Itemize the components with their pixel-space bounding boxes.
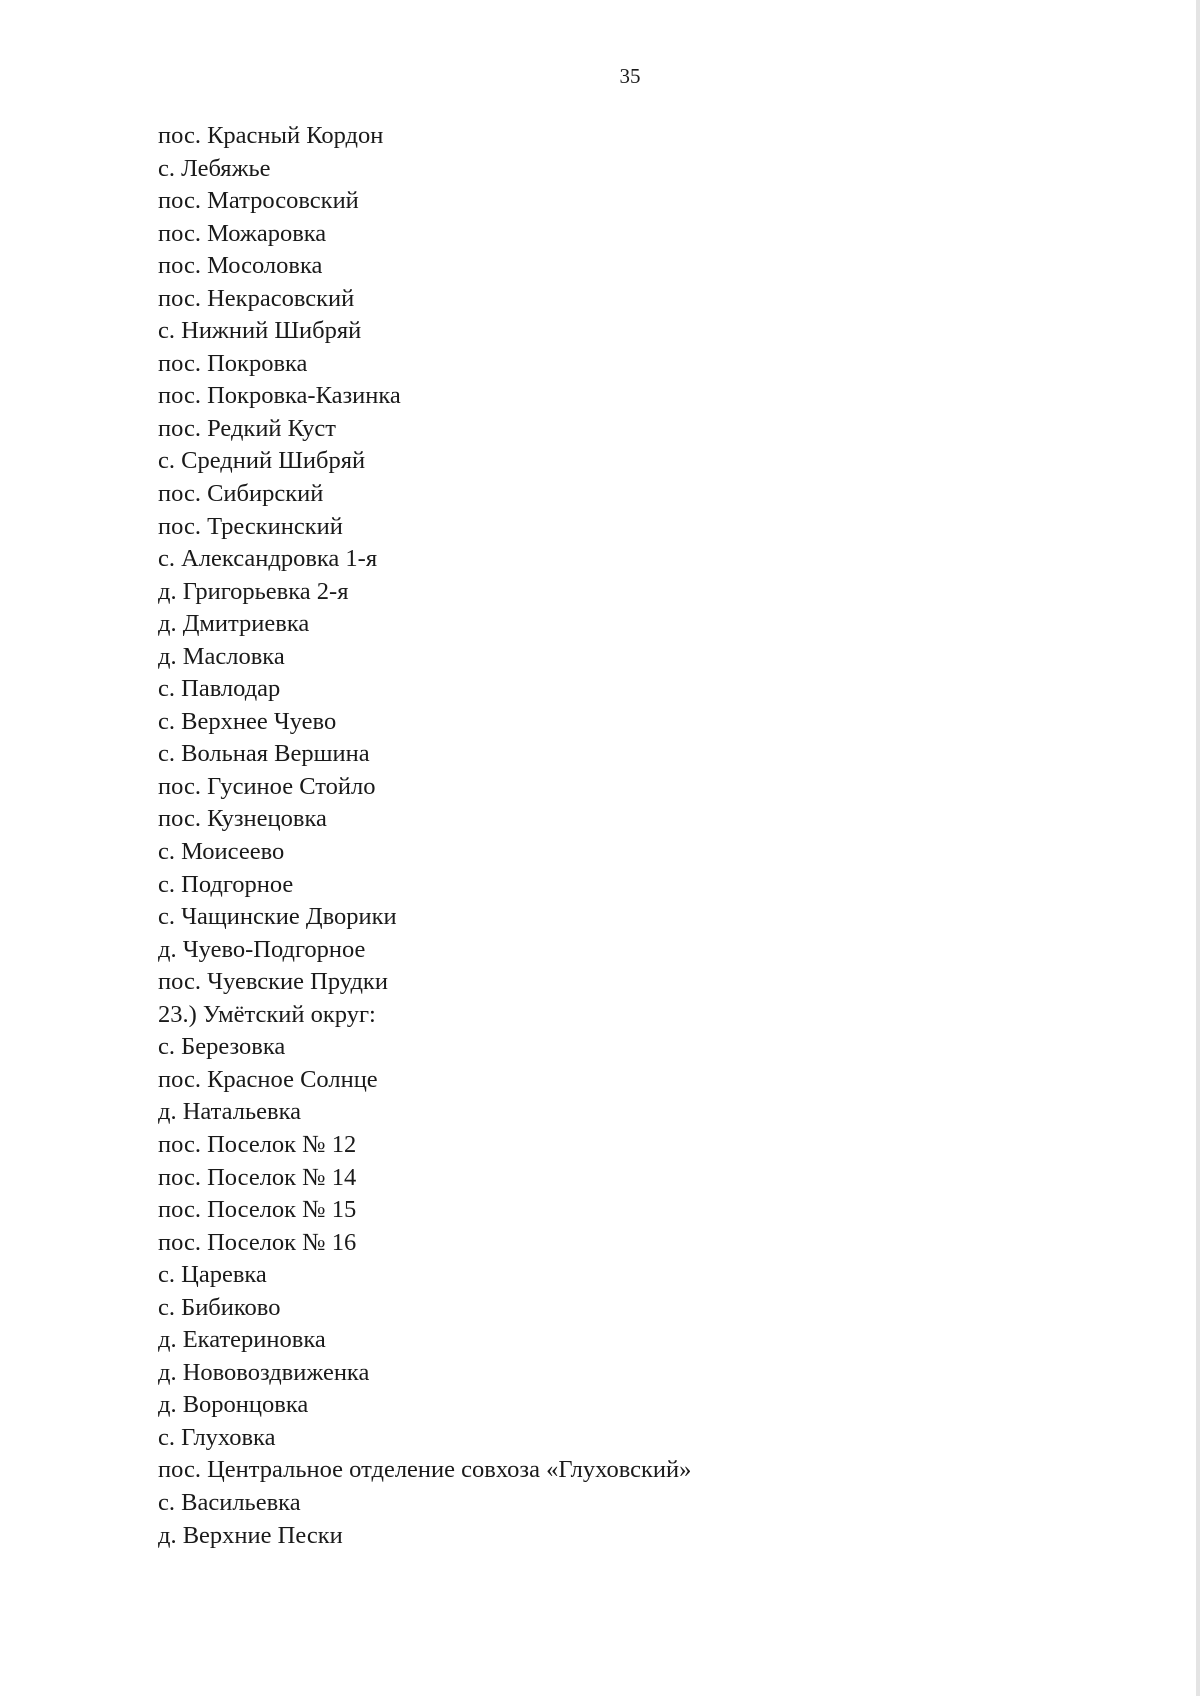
page-number: 35	[619, 64, 641, 88]
list-item: с. Моисеево	[158, 838, 285, 866]
list-item: с. Березовка	[158, 1033, 286, 1061]
list-item: пос. Красный Кордон	[158, 122, 384, 149]
scan-edge	[1196, 0, 1200, 1696]
list-item: пос. Покровка	[158, 349, 308, 377]
list-item: с. Васильевка	[158, 1488, 301, 1516]
list-item: д. Нововоздвиженка	[158, 1358, 370, 1386]
list-item: с. Глуховка	[158, 1423, 276, 1451]
list-item: с. Нижний Шибряй	[158, 317, 362, 345]
list-item: пос. Редкий Куст	[158, 414, 336, 442]
list-item: д. Чуево-Подгорное	[158, 935, 366, 963]
list-item: пос. Трескинский	[158, 512, 343, 540]
list-item: пос. Гусиное Стойло	[158, 772, 376, 800]
list-item: д. Воронцовка	[158, 1391, 309, 1419]
list-item: пос. Некрасовский	[158, 284, 355, 312]
list-item: пос. Центральное отделение совхоза «Глуховский»	[158, 1456, 692, 1484]
list-item: с. Вольная Вершина	[158, 740, 370, 768]
list-item: д. Масловка	[158, 642, 285, 670]
list-item: пос. Красное Солнце	[158, 1065, 378, 1093]
list-item: 23.) Умётский округ:	[158, 1000, 376, 1028]
settlement-list	[158, 120, 691, 1552]
list-item: пос. Кузнецовка	[158, 805, 327, 833]
list-item: пос. Матросовский	[158, 187, 359, 215]
list-item: пос. Поселок № 16	[158, 1228, 357, 1256]
list-item: пос. Сибирский	[158, 480, 324, 508]
list-item: с. Средний Шибряй	[158, 447, 366, 475]
list-item: пос. Поселок № 12	[158, 1130, 357, 1158]
list-item: д. Дмитриевка	[158, 610, 310, 638]
list-item: д. Екатериновка	[158, 1326, 326, 1354]
list-item: с. Царевка	[158, 1261, 267, 1289]
list-item: д. Григорьевка 2-я	[158, 577, 349, 605]
list-item: пос. Поселок № 14	[158, 1163, 357, 1191]
list-item: с. Лебяжье	[158, 154, 271, 182]
list-item: пос. Поселок № 15	[158, 1196, 357, 1224]
list-item: с. Подгорное	[158, 870, 294, 898]
list-item: пос. Покровка-Казинка	[158, 382, 401, 410]
list-item: д. Натальевка	[158, 1098, 301, 1126]
list-item: д. Верхние Пески	[158, 1521, 343, 1549]
list-item: пос. Чуевские Прудки	[158, 968, 388, 996]
list-item: пос. Мосоловка	[158, 252, 323, 280]
list-item: с. Павлодар	[158, 675, 281, 703]
list-item: с. Верхнее Чуево	[158, 707, 337, 735]
list-item: с. Бибиково	[158, 1293, 281, 1321]
list-item: с. Чащинские Дворики	[158, 903, 397, 931]
list-item: пос. Можаровка	[158, 219, 327, 247]
list-item: с. Александровка 1-я	[158, 545, 378, 573]
